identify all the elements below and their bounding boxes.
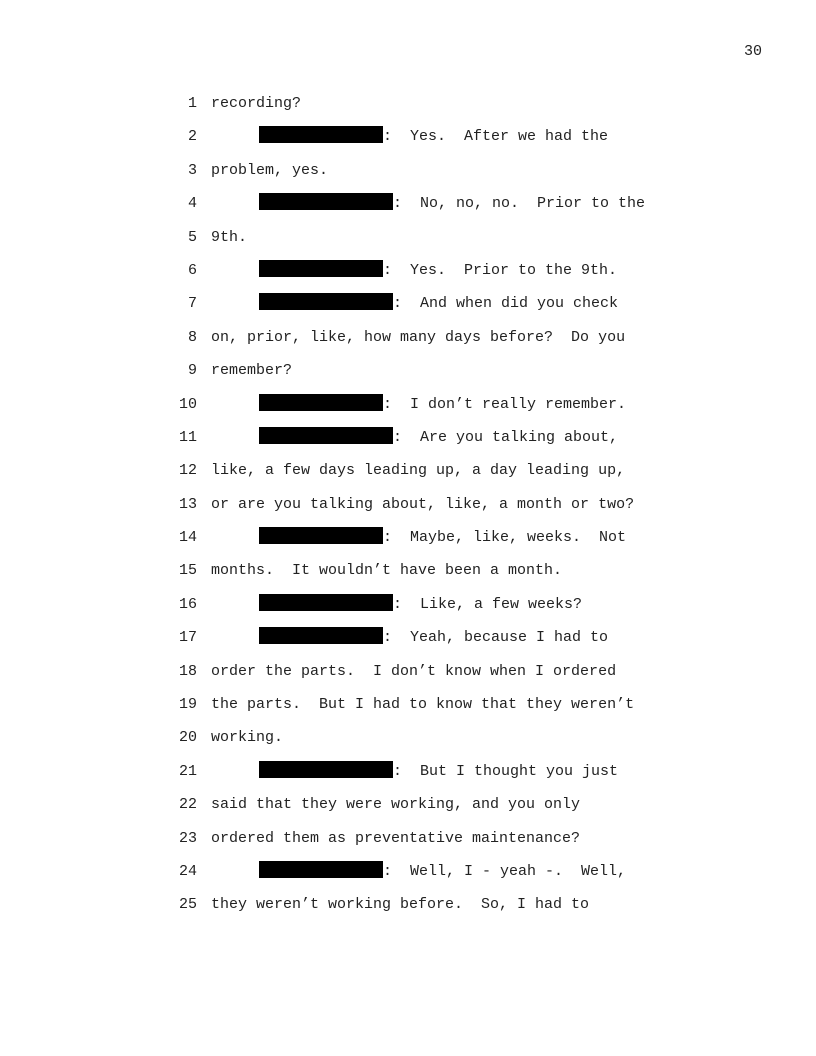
line-number: 25 <box>178 896 197 914</box>
redaction-box <box>259 193 393 210</box>
line-text: months. It wouldn’t have been a month. <box>211 562 563 580</box>
transcript-line <box>0 357 816 390</box>
redaction-box <box>259 126 383 143</box>
transcript-line <box>0 90 816 123</box>
line-text: : Yes. Prior to the 9th. <box>259 257 617 285</box>
line-number: 18 <box>178 662 197 680</box>
line-number: 12 <box>178 462 197 480</box>
line-text: working. <box>211 729 284 747</box>
line-number: 19 <box>178 696 197 714</box>
line-text: : Like, a few weeks? <box>259 591 582 619</box>
transcript-line <box>0 457 816 490</box>
transcript-line <box>0 691 816 724</box>
line-number: 15 <box>178 562 197 580</box>
line-text: ordered them as preventative maintenance? <box>211 829 581 847</box>
line-text: 9th. <box>211 228 248 246</box>
transcript-line <box>0 524 816 557</box>
transcript-line <box>0 858 816 891</box>
transcript-line <box>0 123 816 156</box>
transcript-line <box>0 224 816 257</box>
line-number: 14 <box>178 529 197 547</box>
line-text: they weren’t working before. So, I had to <box>211 896 590 914</box>
line-number: 13 <box>178 495 197 513</box>
redaction-box <box>259 861 383 878</box>
line-number: 8 <box>187 328 197 346</box>
transcript-line <box>0 658 816 691</box>
line-number: 11 <box>178 428 197 446</box>
line-number: 20 <box>178 729 197 747</box>
redaction-box <box>259 594 393 611</box>
transcript-line <box>0 190 816 223</box>
transcript-line <box>0 758 816 791</box>
transcript-line <box>0 424 816 457</box>
transcript-line <box>0 591 816 624</box>
redaction-box <box>259 527 383 544</box>
line-text: : Are you talking about, <box>259 424 618 452</box>
line-number: 2 <box>187 128 197 146</box>
transcript-line <box>0 557 816 590</box>
line-text: or are you talking about, like, a month or two? <box>211 495 635 513</box>
redaction-box <box>259 394 383 411</box>
transcript-line <box>0 491 816 524</box>
page-number: 30 <box>743 43 762 60</box>
redaction-box <box>259 293 393 310</box>
transcript-line <box>0 825 816 858</box>
line-number: 1 <box>187 95 197 112</box>
line-text: : But I thought you just <box>259 758 618 786</box>
line-text: : Well, I - yeah -. Well, <box>259 858 626 886</box>
line-number: 23 <box>178 829 197 847</box>
redaction-box <box>259 427 393 444</box>
line-text: problem, yes. <box>211 161 329 179</box>
line-text: : No, no, no. Prior to the <box>259 190 645 218</box>
transcript-line <box>0 791 816 824</box>
line-text: said that they were working, and you only <box>211 796 581 814</box>
line-text: : Yeah, because I had to <box>259 624 608 652</box>
line-number: 3 <box>187 161 197 179</box>
line-number: 6 <box>187 261 197 279</box>
line-number: 4 <box>187 195 197 213</box>
transcript-line <box>0 290 816 323</box>
transcript-line <box>0 891 816 924</box>
transcript-line <box>0 257 816 290</box>
line-text: : Maybe, like, weeks. Not <box>259 524 626 552</box>
transcript-line <box>0 157 816 190</box>
redaction-box <box>259 761 393 778</box>
line-text: like, a few days leading up, a day leading up, <box>211 462 626 480</box>
line-number: 9 <box>187 362 197 380</box>
transcript-line <box>0 724 816 757</box>
line-text: the parts. But I had to know that they weren’t <box>211 696 635 714</box>
line-number: 17 <box>178 629 197 647</box>
line-text: remember? <box>211 362 293 380</box>
redaction-box <box>259 627 383 644</box>
line-text: : I don’t really remember. <box>259 391 626 419</box>
line-number: 10 <box>178 395 197 413</box>
line-number: 21 <box>178 762 197 780</box>
line-text: : And when did you check <box>259 290 618 318</box>
transcript-line <box>0 391 816 424</box>
transcript-line <box>0 624 816 657</box>
line-number: 7 <box>187 295 197 313</box>
line-text: on, prior, like, how many days before? Do you <box>211 328 626 346</box>
transcript-line <box>0 324 816 357</box>
line-number: 22 <box>178 796 197 814</box>
transcript-body <box>0 90 816 925</box>
line-text: recording? <box>211 95 302 112</box>
redaction-box <box>259 260 383 277</box>
line-text: : Yes. After we had the <box>259 123 608 151</box>
line-text: order the parts. I don’t know when I ordered <box>211 662 617 680</box>
line-number: 5 <box>187 228 197 246</box>
line-number: 24 <box>178 862 197 880</box>
line-number: 16 <box>178 595 197 613</box>
